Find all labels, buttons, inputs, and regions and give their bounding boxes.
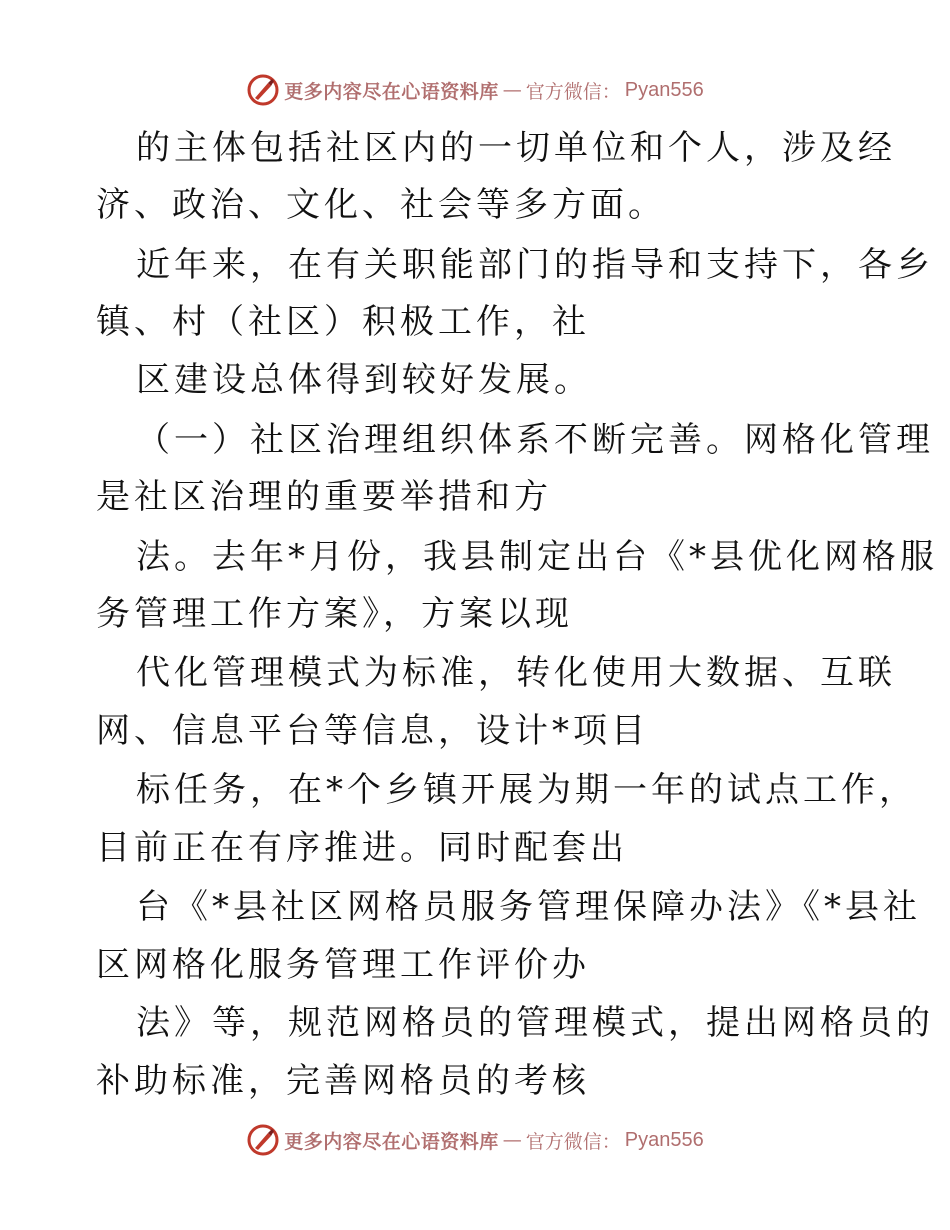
body-line: 目前正在有序推进。同时配套出 <box>96 828 628 868</box>
body-line: 务管理工作方案》，方案以现 <box>96 594 573 634</box>
body-line: 标任务，在*个乡镇开展为期一年的试点工作， <box>136 770 917 810</box>
body-line: 近年来，在有关职能部门的指导和支持下，各乡 <box>136 245 934 285</box>
body-line: 是社区治理的重要举措和方 <box>96 477 552 517</box>
body-line: 代化管理模式为标准，转化使用大数据、互联 <box>136 653 896 693</box>
footer-banner-separator: — <box>502 1129 522 1151</box>
body-line: 法》等，规范网格员的管理模式，提出网格员的 <box>136 1003 934 1043</box>
body-line: 镇、村（社区）积极工作，社 <box>96 302 590 342</box>
body-line: （一）社区治理组织体系不断完善。网格化管理 <box>136 420 934 460</box>
body-line: 补助标准，完善网格员的考核 <box>96 1061 590 1101</box>
body-line: 法。去年*月份，我县制定出台《*县优化网格服 <box>136 537 938 577</box>
footer-banner-text: 更多内容尽在心语资料库 <box>284 1130 499 1153</box>
header-wechat-label: 官方微信： <box>525 80 621 103</box>
body-line: 台《*县社区网格员服务管理保障办法》《*县社 <box>136 887 921 927</box>
body-line: 的主体包括社区内的一切单位和个人，涉及经 <box>136 128 896 168</box>
body-line: 济、政治、文化、社会等多方面。 <box>96 185 666 225</box>
body-line: 区建设总体得到较好发展。 <box>136 360 592 400</box>
footer-wechat-label: 官方微信： <box>525 1130 621 1153</box>
header-banner-separator: — <box>502 79 522 101</box>
body-line: 区网格化服务管理工作评价办 <box>96 945 590 985</box>
header-banner-text: 更多内容尽在心语资料库 <box>284 80 499 103</box>
pen-logo-icon <box>246 1123 280 1157</box>
header-wechat-id: Pyan556 <box>624 78 704 101</box>
footer-wechat-id: Pyan556 <box>624 1128 704 1151</box>
footer-watermark-banner <box>0 1120 950 1160</box>
body-line: 网、信息平台等信息，设计*项目 <box>96 711 649 751</box>
